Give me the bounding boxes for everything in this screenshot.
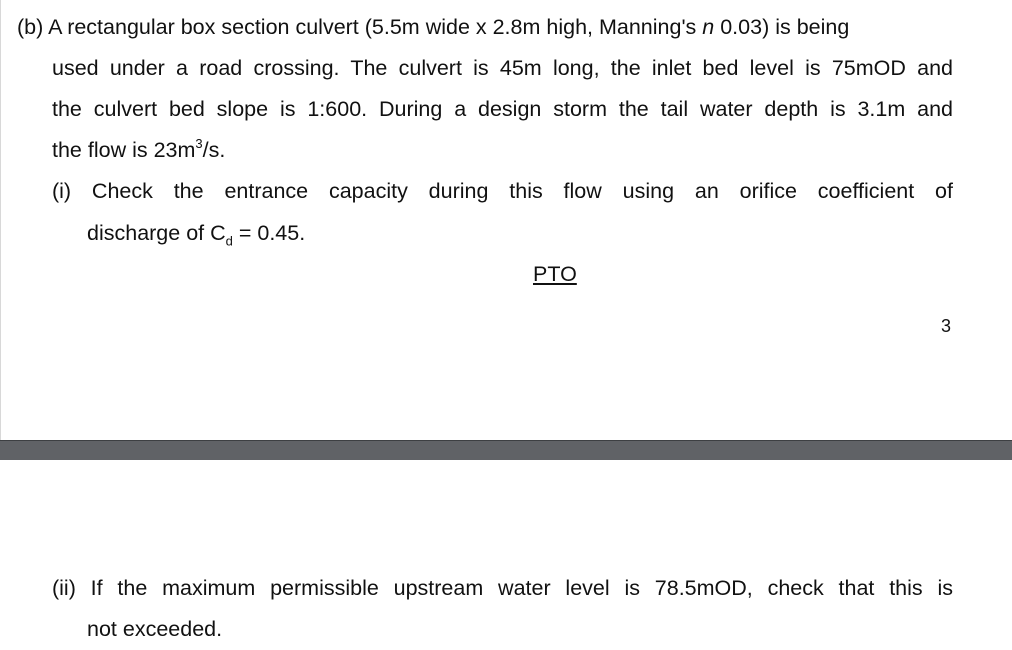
- part-b-text: the flow is 23m: [52, 138, 196, 162]
- part-i-line-2: [87, 220, 306, 249]
- part-b-text: (b) A rectangular box section culvert (5.5m wide x 2.8m high, Manning's: [17, 15, 703, 39]
- pto-label: PTO: [533, 262, 577, 286]
- part-b-line-3: the culvert bed slope is 1:600. During a design storm the tail water depth is 3.1m and: [52, 97, 953, 121]
- superscript: 3: [195, 135, 203, 151]
- part-i-text: discharge of C: [87, 221, 226, 245]
- part-i-text: = 0.45.: [232, 221, 306, 245]
- part-i-line-1: (i) Check the entrance capacity during this flow using an orifice coefficient of: [52, 179, 953, 203]
- part-b-line-2: used under a road crossing. The culvert is 45m long, the inlet bed level is 75mOD and: [52, 56, 953, 80]
- manning-n-symbol: n: [702, 15, 715, 39]
- subscript: d: [225, 233, 233, 249]
- page-break-divider: [0, 440, 1012, 460]
- part-b-text: /s.: [202, 138, 226, 162]
- part-ii-line-2: not exceeded.: [87, 617, 223, 641]
- part-b-line-1: [17, 14, 953, 40]
- page-4: [0, 460, 1012, 650]
- page-number: 3: [941, 316, 952, 336]
- part-b-text: 0.03) is being: [714, 15, 850, 39]
- part-b-line-4: [52, 137, 225, 163]
- part-ii-line-1: (ii) If the maximum permissible upstream water level is 78.5mOD, check that this is: [52, 576, 953, 600]
- page-left-border: [0, 0, 1, 440]
